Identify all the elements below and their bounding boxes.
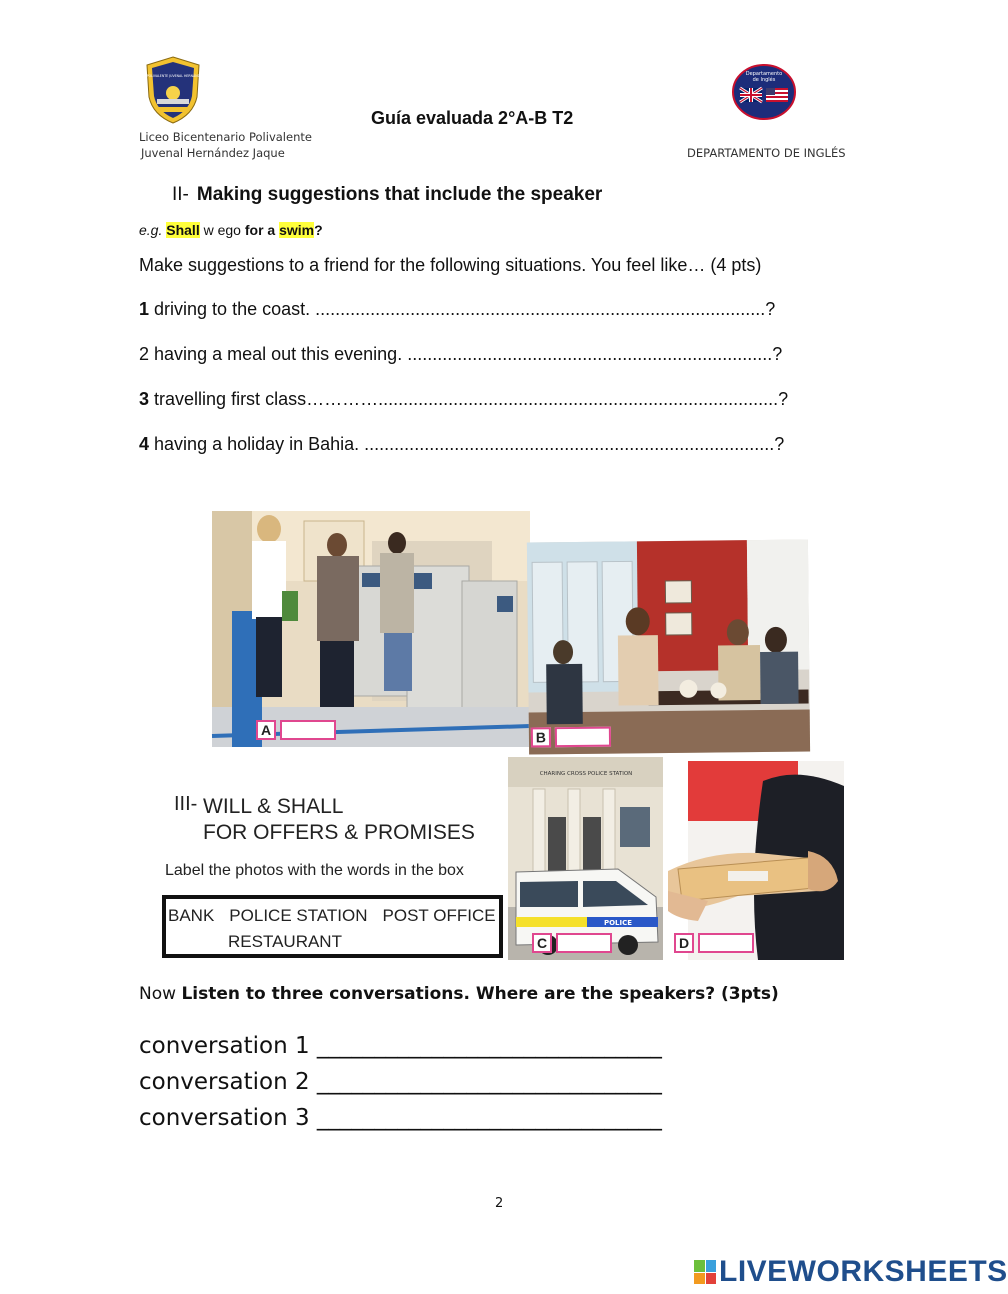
word-post-office: POST OFFICE xyxy=(382,906,496,925)
exercise-item[interactable] xyxy=(139,299,775,320)
section-3-number: III- xyxy=(174,793,198,815)
example-end: ? xyxy=(314,222,323,238)
document-title: Guía evaluada 2°A-B T2 xyxy=(371,108,574,128)
section-3-title-line-1: WILL & SHALL xyxy=(203,795,344,818)
page-number: 2 xyxy=(495,1196,504,1211)
listening-prompt: Listen to three conversations. Where are the speakers? (3pts) xyxy=(181,984,779,1004)
item-text: having a meal out this evening. .........................................................................? xyxy=(154,344,783,364)
item-text: driving to the coast. ..........................................................................................? xyxy=(154,299,776,319)
example-sentence xyxy=(139,222,323,238)
school-name-line-1: Liceo Bicentenario Polivalente xyxy=(139,130,312,144)
exercise-item[interactable] xyxy=(139,434,784,455)
section-2-number: II- xyxy=(172,184,189,205)
item-number: 2 xyxy=(139,344,150,364)
police-station-scene-image xyxy=(508,757,663,960)
liveworksheets-logo-icon xyxy=(694,1260,716,1284)
section-2-title: Making suggestions that include the speaker xyxy=(196,184,603,205)
photo-post-office xyxy=(668,761,844,960)
photo-d-label xyxy=(674,932,754,954)
listening-now: Now xyxy=(139,984,177,1004)
section-3-instruction: Label the photos with the words in the box xyxy=(165,862,464,879)
conversation-2-line[interactable]: conversation 2 ______________________________ xyxy=(139,1069,662,1095)
photo-a-label xyxy=(256,719,336,741)
section-3-title-line-2: FOR OFFERS & PROMISES xyxy=(203,821,475,844)
item-number: 1 xyxy=(139,299,150,319)
photo-c-label xyxy=(532,932,612,954)
section-2-instruction: Make suggestions to a friend for the following situations. You feel like… (4 pts) xyxy=(139,255,762,275)
photo-bank xyxy=(212,511,530,747)
svg-text:de Inglés: de Inglés xyxy=(752,77,776,83)
school-logo-text: LICEO BICENTENARIO POLIVALENTE JUVENAL HERNÁNDEZ JAQUE EL CARMEN xyxy=(111,74,235,78)
svg-text:Departamento: Departamento xyxy=(745,71,783,77)
word-box-line-1 xyxy=(168,906,496,926)
example-middle: w ego xyxy=(203,222,241,238)
word-bank: BANK xyxy=(168,906,215,925)
photo-b-letter: B xyxy=(531,727,551,747)
post-office-scene-image xyxy=(668,761,844,960)
example-for-a: for a xyxy=(244,222,276,238)
conversation-3-line[interactable]: conversation 3 ______________________________ xyxy=(139,1105,662,1131)
photo-c-letter: C xyxy=(532,933,552,953)
photo-restaurant xyxy=(527,540,810,755)
department-name: DEPARTAMENTO DE INGLÉS xyxy=(687,146,846,160)
item-text: travelling first class…………................................................................................? xyxy=(154,389,789,409)
school-crest-logo xyxy=(111,55,235,125)
example-shall: Shall xyxy=(166,222,200,238)
word-restaurant: RESTAURANT xyxy=(228,932,342,951)
police-station-sign: CHARING CROSS POLICE STATION xyxy=(539,771,633,777)
section-2-heading xyxy=(172,184,602,206)
photo-d-answer-box[interactable] xyxy=(698,933,754,953)
english-department-logo xyxy=(732,64,796,120)
example-swim: swim xyxy=(279,222,315,238)
word-police-station: POLICE STATION xyxy=(229,906,368,925)
school-name-line-2: Juvenal Hernández Jaque xyxy=(141,146,285,160)
exercise-item[interactable] xyxy=(139,344,782,365)
photo-a-letter: A xyxy=(256,720,276,740)
photo-d-letter: D xyxy=(674,933,694,953)
exercise-item[interactable] xyxy=(139,389,788,410)
photo-police-station xyxy=(508,757,663,960)
conversation-1-line[interactable]: conversation 1 ______________________________ xyxy=(139,1033,662,1059)
photo-c-answer-box[interactable] xyxy=(556,933,612,953)
item-number: 3 xyxy=(139,389,150,409)
photo-b-answer-box[interactable] xyxy=(555,727,611,748)
listening-instruction xyxy=(139,984,779,1004)
bank-scene-image xyxy=(212,511,530,747)
item-number: 4 xyxy=(139,434,150,454)
liveworksheets-brand xyxy=(694,1255,1008,1289)
example-prefix: e.g. xyxy=(139,222,163,238)
restaurant-scene-image xyxy=(527,540,810,755)
photo-b-label xyxy=(531,726,611,749)
photo-a-answer-box[interactable] xyxy=(280,720,336,740)
police-car-text: POLICE xyxy=(603,919,633,927)
liveworksheets-wordmark: LIVEWORKSHEETS xyxy=(719,1255,1008,1288)
item-text: having a holiday in Bahia. ..................................................................................? xyxy=(154,434,785,454)
